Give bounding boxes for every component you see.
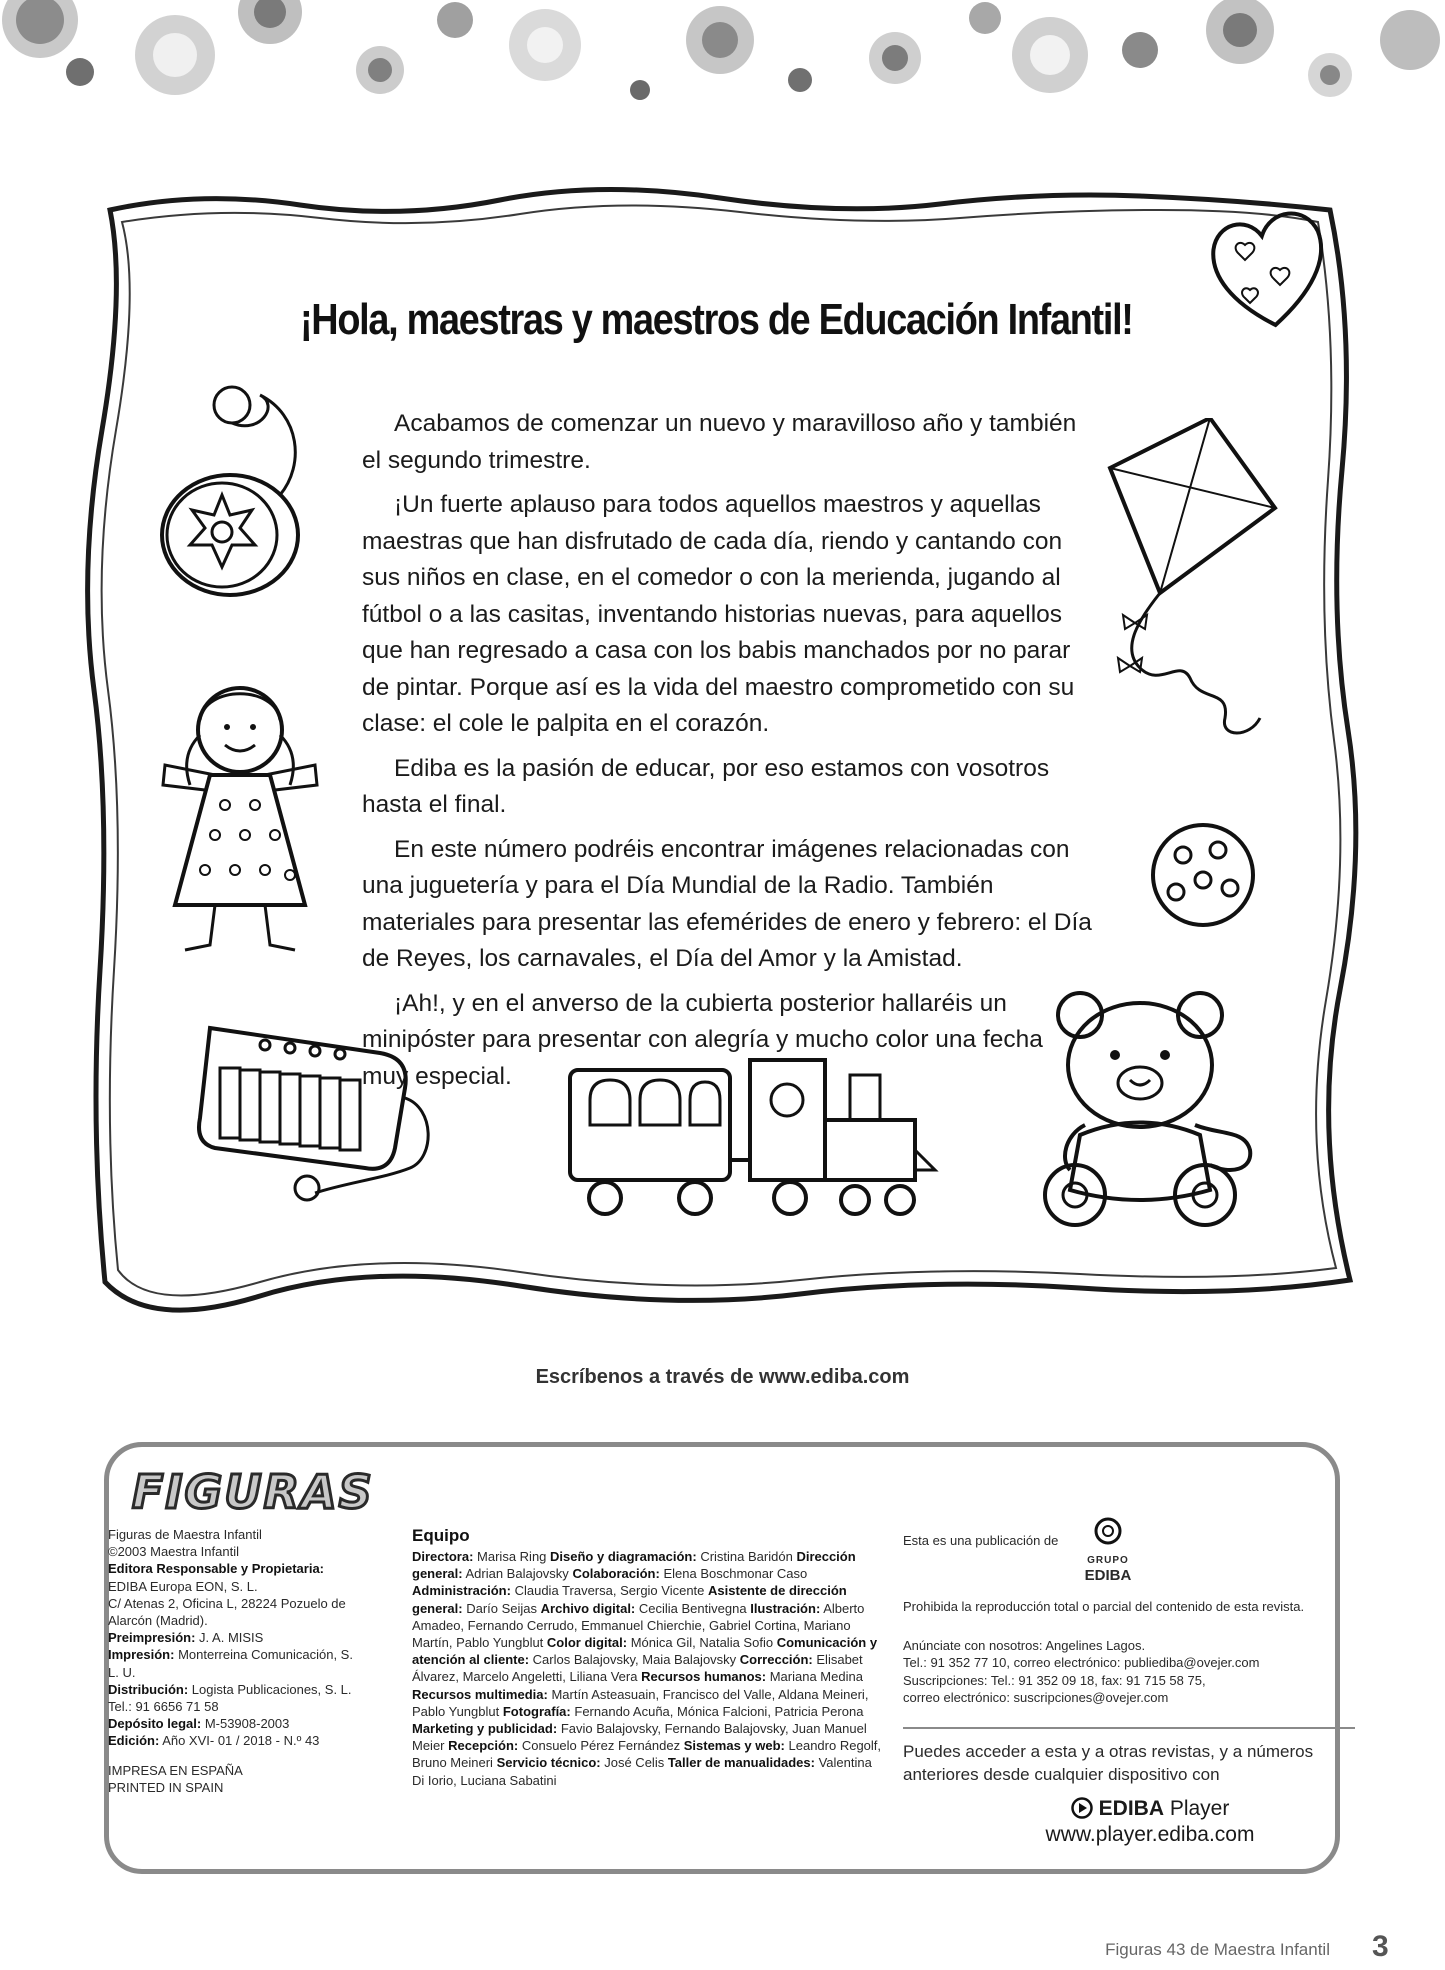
letter-title: ¡Hola, maestras y maestros de Educación Infantil! [300, 295, 1133, 344]
print-label: Impresión: [108, 1647, 175, 1663]
train-icon [565, 1040, 945, 1230]
paragraph-3: Ediba es la pasión de educar, por eso estamos con vosotros hasta el final. [362, 754, 1050, 818]
player-url[interactable]: www.player.ediba.com [1045, 1823, 1255, 1846]
paragraph-2: ¡Un fuerte aplauso para todos aquellos maestros y aquellas maestras que han disfrutado de cada día, riendo y cantando con sus niños en clase, en el comedor o con la merienda, jugando al fútbol o a las casitas, inventando historias nuevas, para aquellos que han regresado a casa con los babis manchados por no parar de pintar. Porque así es la vida del maestro comprometido con su clase: el cole le palpita en el corazón. [362, 491, 1075, 737]
print-value: Monterreina Comunicación, S. L. U. [108, 1647, 353, 1680]
edition-value: Año XVI- 01 / 2018 - N.º 43 [162, 1733, 320, 1749]
page-number: 3 [1372, 1930, 1389, 1963]
team-role-value: Leandro Regolf, Bruno Meineri [412, 1738, 882, 1771]
team-role-label: Directora: [412, 1549, 474, 1564]
contact-line: Escríbenos a través de www.ediba.com [535, 1366, 910, 1388]
teddy-bear-icon [1035, 985, 1260, 1230]
yoyo-icon [160, 375, 320, 600]
team-role-value: Consuelo Pérez Fernández [521, 1738, 681, 1754]
distribution-label: Distribución: [108, 1681, 189, 1697]
ediba-player [1000, 1796, 1300, 1848]
legal-value: M-53908-2003 [204, 1716, 290, 1732]
player-word: Player [1169, 1797, 1230, 1820]
footer-title: Figuras 43 de Maestra Infantil [1105, 1940, 1330, 1959]
team-role-value: Alberto Amadeo, Fernando Cerrudo, Emmanuel Chierchie, Gabriel Cortina, Mariano Martín, Pablo Yungblut [412, 1600, 865, 1651]
legal-label: Depósito legal: [108, 1716, 202, 1732]
publisher-info [903, 1530, 1353, 1706]
team-role-label: Diseño y diagramación: [550, 1549, 697, 1564]
team-role-value: Elisabet Álvarez, Marcelo Angeletti, Liliana Vera [412, 1652, 863, 1685]
distribution-value: Logista Publicaciones, S. L. [191, 1681, 352, 1697]
team-role-label: Recepción: [448, 1738, 519, 1754]
team-role-value: Cristina Baridón [700, 1549, 793, 1564]
publication-info [108, 1526, 363, 1796]
team-role-label: Fotografía: [502, 1703, 571, 1719]
team-role-value: Adrian Balajovsky [465, 1566, 569, 1582]
paragraph-1: Acabamos de comenzar un nuevo y maravilloso año y también el segundo trimestre. [362, 410, 1077, 474]
play-icon [1071, 1797, 1093, 1819]
printed-en: PRINTED IN SPAIN [108, 1779, 224, 1795]
team-role-label: Servicio técnico: [496, 1755, 601, 1771]
team-role-label: Ilustración: [750, 1600, 821, 1616]
preprint-label: Preimpresión: [108, 1630, 196, 1646]
team-role-label: Recursos humanos: [641, 1669, 767, 1685]
edition-label: Edición: [108, 1733, 160, 1749]
team-role-value: Favio Balajovsky, Fernando Balajovsky, Juan Manuel Meier [412, 1721, 867, 1754]
phone: Tel.: 91 6656 71 58 [108, 1699, 219, 1715]
team-role-value: Claudia Traversa, Sergio Vicente [514, 1583, 705, 1599]
player-brand: EDIBA [1098, 1797, 1164, 1820]
team-heading: Equipo [412, 1526, 470, 1545]
team-role-label: Recursos multimedia: [412, 1686, 548, 1702]
kite-icon [1100, 418, 1280, 748]
divider [903, 1727, 1355, 1729]
address: C/ Atenas 2, Oficina L, 28224 Pozuelo de Alarcón (Madrid). [108, 1595, 346, 1629]
team-role-label: Administración: [412, 1583, 511, 1599]
svg-text:FIGURAS: FIGURAS [132, 1465, 374, 1519]
access-text: Puedes acceder a esta y a otras revistas, y a números anteriores desde cualquier dispositivo con [903, 1742, 1314, 1784]
paragraph-4: En este número podréis encontrar imágenes relacionadas con una juguetería y para el Día Mundial de la Radio. También materiales para presentar las efemérides de enero y febrero: el Día de Reyes, los carnavales, el Día del Amor y la Amistad. [362, 835, 1092, 972]
team-role-label: Taller de manualidades: [667, 1755, 815, 1771]
toy-piano-icon [195, 1008, 450, 1203]
paragraph-5: ¡Ah!, y en el anverso de la cubierta posterior hallaréis un minipóster para presentar con alegría y mucho color una fecha muy especial. [362, 989, 1043, 1090]
team-role-value: Elena Boschmonar Caso [663, 1566, 808, 1582]
doll-icon [145, 665, 340, 960]
team-role-label: Dirección general: [412, 1549, 856, 1582]
team-role-value: Darío Seijas [466, 1600, 538, 1616]
ediba-emblem-icon [1092, 1516, 1124, 1546]
preprint-value: J. A. MISIS [199, 1630, 264, 1646]
ediba-label: EDIBA [1084, 1567, 1132, 1585]
grupo-label: GRUPO [1087, 1555, 1129, 1567]
grupo-ediba-logo [1078, 1516, 1138, 1583]
publication-label: Esta es una publicación de [903, 1533, 1059, 1548]
ball-icon [1148, 820, 1258, 930]
printed-es: IMPRESA EN ESPAÑA [108, 1762, 243, 1778]
team-role-value: Mariana Medina [769, 1669, 863, 1685]
team-role-value: Carlos Balajovsky, Maia Balajovsky [532, 1652, 737, 1668]
subs-email: correo electrónico: suscripciones@ovejer.com [903, 1689, 1169, 1705]
team-list [412, 1548, 882, 1789]
team-role-label: Sistemas y web: [683, 1738, 785, 1754]
team-credits [412, 1526, 882, 1789]
heart-icon [1205, 200, 1335, 335]
ads-line: Anúnciate con nosotros: Angelines Lagos. [903, 1638, 1146, 1654]
team-role-value: Mónica Gil, Natalia Sofio [630, 1635, 774, 1651]
team-role-label: Colaboración: [572, 1566, 660, 1582]
team-role-value: Martín Asteasuain, Francisco del Valle, Aldana Meineri, Pablo Yungblut [412, 1686, 869, 1719]
team-role-label: Comunicación y atención al cliente: [412, 1635, 878, 1668]
team-role-value: José Celis [604, 1755, 665, 1771]
team-role-value: Valentina Di Iorio, Luciana Sabatini [412, 1755, 872, 1788]
team-role-label: Asistente de dirección general: [412, 1583, 847, 1616]
figuras-logo [128, 1460, 383, 1520]
editor-name: EDIBA Europa EON, S. L. [108, 1578, 258, 1594]
prohibited-notice: Prohibida la reproducción total o parcial del contenido de esta revista. [903, 1599, 1305, 1614]
top-decoration [0, 0, 1445, 130]
subs-phone: Suscripciones: Tel.: 91 352 09 18, fax: 91 715 58 75, [903, 1672, 1206, 1688]
team-role-label: Marketing y publicidad: [412, 1721, 558, 1737]
pub-line-2: ©2003 Maestra Infantil [108, 1544, 239, 1560]
team-role-value: Fernando Acuña, Mónica Falcioni, Patricia Perona [574, 1703, 864, 1719]
letter-body [362, 406, 1092, 1103]
team-role-label: Archivo digital: [540, 1600, 636, 1616]
editor-label: Editora Responsable y Propietaria: [108, 1561, 325, 1577]
team-role-value: Cecilia Bentivegna [638, 1600, 747, 1616]
ads-phone: Tel.: 91 352 77 10, correo electrónico: publiediba@ovejer.com [903, 1655, 1260, 1671]
pub-line-1: Figuras de Maestra Infantil [108, 1527, 262, 1542]
team-role-label: Color digital: [546, 1635, 628, 1651]
team-role-value: Marisa Ring [477, 1549, 547, 1564]
team-role-label: Corrección: [739, 1652, 813, 1668]
